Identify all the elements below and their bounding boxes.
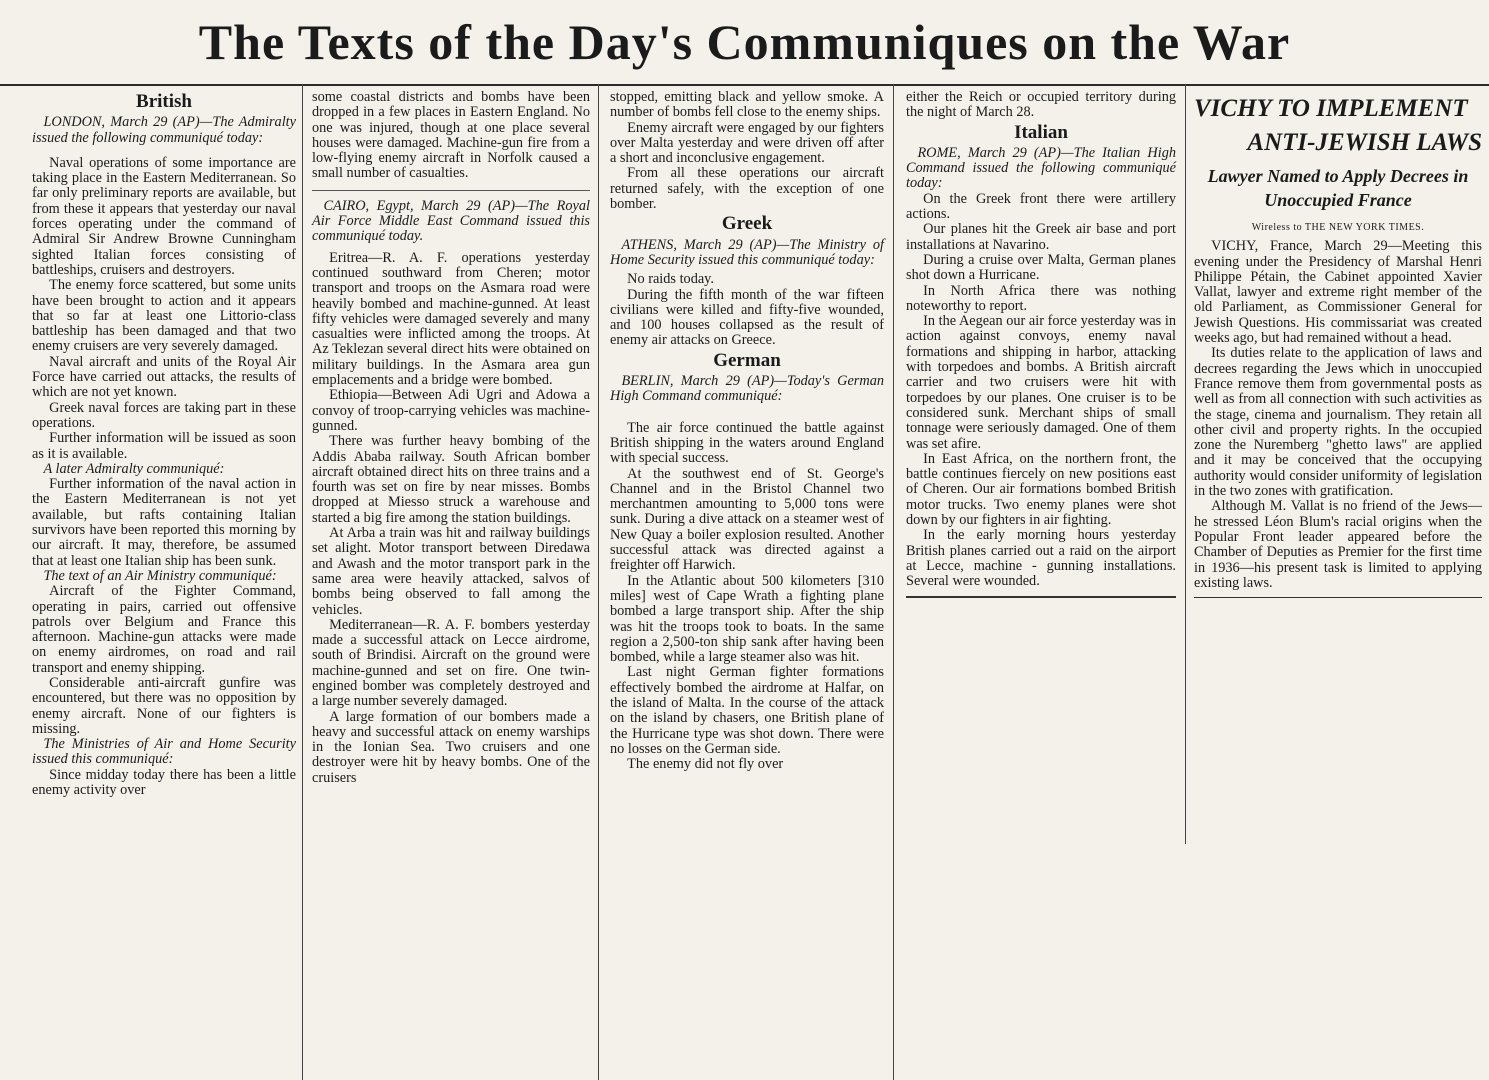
article-paragraph: In the early morning hours yesterday British planes carried out a raid on the airport at Lecce, machine - gunning installations. Several were wounded. bbox=[906, 527, 1176, 590]
article-paragraph: Its duties relate to the application of laws and decrees regarding the Jews which in unoccupied France remove them from governmental posts as well as from all connection with such activities as the stage, cinema and journalism. They retain all other civil and property rights. In the occupied zone the Nuremberg "ghetto laws" are applied and it may be conceived that the occupying authority would consider uniformity of legislation in the two zones with gratification. bbox=[1194, 345, 1482, 500]
article-paragraph: some coastal districts and bombs have been dropped in a few places in Eastern England. No one was injured, though at one place several houses were damaged. Machine-gun fire from a low-flying enemy aircraft in Norfolk caused a small number of casualties. bbox=[312, 89, 590, 182]
column-rule bbox=[893, 84, 894, 1080]
article-paragraph: Last night German fighter formations effectively bombed the airdrome at Halfar, on the island of Malta. In the course of the attack on the island by chasers, one British plane of the Hurricane type was shot down. There were no losses on the German side. bbox=[610, 664, 884, 757]
section-heading-italian: Italian bbox=[1014, 121, 1068, 143]
article-paragraph: Mediterranean—R. A. F. bombers yesterday made a successful attack on Lecce airdrome, south of Brindisi. Aircraft on the ground were machine-gunned and set on fire. One twin-engined bomber was completely destroyed and a large number severely damaged. bbox=[312, 616, 590, 710]
article-paragraph: Ethiopia—Between Adi Ugri and Adowa a convoy of troop-carrying vehicles was machine-gunned. bbox=[312, 387, 590, 434]
section-divider bbox=[906, 596, 1176, 598]
section-divider bbox=[1194, 597, 1482, 598]
article-paragraph: The enemy did not fly over bbox=[627, 756, 784, 773]
article-paragraph: No raids today. bbox=[627, 271, 714, 288]
column-greek-german bbox=[606, 84, 888, 1080]
column-rule bbox=[598, 84, 599, 1080]
column-british bbox=[28, 84, 300, 1080]
article-paragraph: The air force continued the battle against British shipping in the waters around England with special success. bbox=[610, 419, 884, 467]
intro-home-security: The Ministries of Air and Home Security issued this communiqué: bbox=[32, 736, 296, 768]
article-paragraph: VICHY, France, March 29—Meeting this evening under the Presidency of Marshal Henri Philippe Pétain, the Cabinet appointed Xavier Vallat, lawyer and extreme right member of the old Parliament, as Commissioner General for Jewish Questions. His commissariat was created weeks ago, but had remained without a head. bbox=[1194, 238, 1482, 347]
column-rule bbox=[302, 84, 303, 1080]
section-heading-greek: Greek bbox=[721, 213, 773, 235]
article-paragraph: From all these operations our aircraft returned safely, with the exception of one bomber. bbox=[610, 165, 884, 213]
article-paragraph: The enemy force scattered, but some units have been brought to action and it appears that so far at least one Littorio-class battleship has been damaged and that two enemy cruisers are very severely damaged. bbox=[32, 277, 296, 355]
article-paragraph: During the fifth month of the war fifteen civilians were killed and fifty-five wounded, and 100 houses collapsed as the result of enemy air attacks on Greece. bbox=[610, 286, 884, 349]
article-paragraph: Naval aircraft and units of the Royal Air Force have carried out attacks, the results of which are not yet known. bbox=[32, 353, 296, 401]
column-italian bbox=[902, 84, 1180, 1080]
article-paragraph: At the southwest end of St. George's Channel and in the Bristol Channel two merchantmen amounting to 5,000 tons were sunk. During a dive attack on a steamer west of New Quay a boiler explosion resulted. Another successful attack was directed against a freighter off Harwich. bbox=[610, 465, 884, 574]
page-headline: The Texts of the Day's Communiques on the War bbox=[0, 0, 1489, 86]
intro-later-admiralty: A later Admiralty communiqué: bbox=[43, 460, 225, 477]
article-paragraph: There was further heavy bombing of the Addis Ababa railway. South African bomber aircraft obtained direct hits on three trains and a fourth was set on fire by near misses. Bombs dropped at Miesso struck a warehouse and started a big fire among the station buildings. bbox=[312, 433, 590, 526]
article-paragraph: Our planes hit the Greek air base and port installations at Navarino. bbox=[906, 221, 1176, 253]
article-paragraph: At Arba a train was hit and railway buildings set alight. Motor transport between Diredawa and Awash and the motor transport park in the same area were heavily attacked, salvos of bombs being observed to fall among the vehicles. bbox=[312, 525, 590, 618]
article-paragraph: Greek naval forces are taking part in these operations. bbox=[32, 399, 296, 431]
section-divider bbox=[312, 190, 590, 191]
article-paragraph: Eritrea—R. A. F. operations yesterday continued southward from Cheren; motor transport and troops on the Asmara road were heavily bombed and machine-gunned. At least fifty vehicles were damaged severely and many casualties were inflicted among the troops. At Az Teklezan several direct hits were obtained on military buildings. In the Asmara area gun emplacements and a bridge were bombed. bbox=[312, 249, 590, 389]
article-paragraph: Further information will be issued as soon as it is available. bbox=[32, 430, 296, 462]
vichy-subheadline: Lawyer Named to Apply Decrees in Unoccupied France bbox=[1207, 166, 1469, 210]
dateline-cairo: CAIRO, Egypt, March 29 (AP)—The Royal Air Force Middle East Command issued this communiqué today. bbox=[312, 197, 590, 245]
article-paragraph: Enemy aircraft were engaged by our fighters over Malta yesterday and were driven off after a short and inconclusive engagement. bbox=[610, 119, 884, 167]
section-heading-german: German bbox=[713, 349, 781, 371]
article-paragraph: A large formation of our bombers made a heavy and successful attack on enemy warships in the Ionian Sea. Two cruisers and one destroyer were hit by heavy bombs. One of the cruisers bbox=[312, 708, 590, 786]
article-paragraph: Further information of the naval action in the Eastern Mediterranean is not yet available, but rafts containing Italian survivors have been reported this morning by our aircraft. It may, therefore, be assumed that at least one Italian ship has been sunk. bbox=[32, 476, 296, 569]
dateline-rome: ROME, March 29 (AP)—The Italian High Command issued the following communiqué today: bbox=[906, 144, 1176, 192]
column-rule bbox=[1185, 84, 1186, 844]
section-heading-british: British bbox=[136, 91, 192, 112]
article-paragraph: In the Aegean our air force yesterday was in action against convoys, enemy naval formations and shipping in harbor, attacking with torpedoes and bombs. A British aircraft carrier and two cruisers were hit with torpedoes by our planes. One cruiser is to be considered sunk. Merchant ships of small tonnage were seriously damaged. One of them was set afire. bbox=[906, 313, 1176, 452]
article-paragraph: On the Greek front there were artillery actions. bbox=[906, 190, 1176, 223]
article-paragraph: In East Africa, on the northern front, the battle continues fiercely on new positions east of Cheren. Our air formations bombed British motor trucks. Two enemy planes were shot down by our fighters in air fighting. bbox=[906, 450, 1176, 529]
vichy-headline-line1: VICHY TO IMPLEMENT bbox=[1194, 95, 1468, 122]
vichy-headline-line2: ANTI-JEWISH LAWS bbox=[1247, 129, 1482, 156]
article-paragraph: Naval operations of some importance are taking place in the Eastern Mediterranean. So far only preliminary reports are available, but from these it appears that yesterday our naval forces operating under the command of Admiral Sir Andrew Browne Cunningham sighted Italian forces consisting of battleships, cruisers and destroyers. bbox=[32, 154, 296, 278]
article-paragraph: In North Africa there was nothing noteworthy to report. bbox=[906, 282, 1176, 314]
article-paragraph: Although M. Vallat is no friend of the Jews—he stressed Léon Blum's racial origins when the Popular Front leader appeared before the Chamber of Deputies as Premier for the first time in 1936—his present task is limited to applying existing laws. bbox=[1194, 498, 1482, 591]
intro-air-ministry: The text of an Air Ministry communiqué: bbox=[43, 567, 277, 584]
dateline-london: LONDON, March 29 (AP)—The Admiralty issued the following communiqué today: bbox=[32, 114, 296, 146]
article-paragraph: Since midday today there has been a little enemy activity over bbox=[32, 766, 296, 799]
article-paragraph: Aircraft of the Fighter Command, operating in pairs, carried out offensive patrols over Belgium and France this afternoon. Machine-gun attacks were made on enemy airdromes, on road and rail transport and enemy shipping. bbox=[32, 583, 296, 676]
article-paragraph: either the Reich or occupied territory during the night of March 28. bbox=[906, 89, 1176, 121]
column-cairo bbox=[308, 84, 594, 1080]
article-paragraph: stopped, emitting black and yellow smoke. A number of bombs fell close to the enemy ships. bbox=[610, 89, 884, 121]
column-vichy bbox=[1190, 84, 1486, 1080]
article-paragraph: In the Atlantic about 500 kilometers [310 miles] west of Cape Wrath a fighting plane bombed a large transport ship. After the ship was hit the troops took to boats. In the same region a 2,500-ton ship sank after having been bombed, while a large steamer also was hit. bbox=[610, 572, 884, 666]
article-paragraph: During a cruise over Malta, German planes shot down a Hurricane. bbox=[906, 251, 1176, 284]
dateline-berlin: BERLIN, March 29 (AP)—Today's German High Command communiqué: bbox=[610, 373, 884, 405]
wireless-credit: Wireless to THE NEW YORK TIMES. bbox=[1251, 222, 1425, 233]
article-paragraph: Considerable anti-aircraft gunfire was encountered, but there was no opposition by enemy aircraft. None of our fighters is missing. bbox=[32, 674, 296, 737]
dateline-athens: ATHENS, March 29 (AP)—The Ministry of Home Security issued this communiqué today: bbox=[610, 236, 884, 268]
